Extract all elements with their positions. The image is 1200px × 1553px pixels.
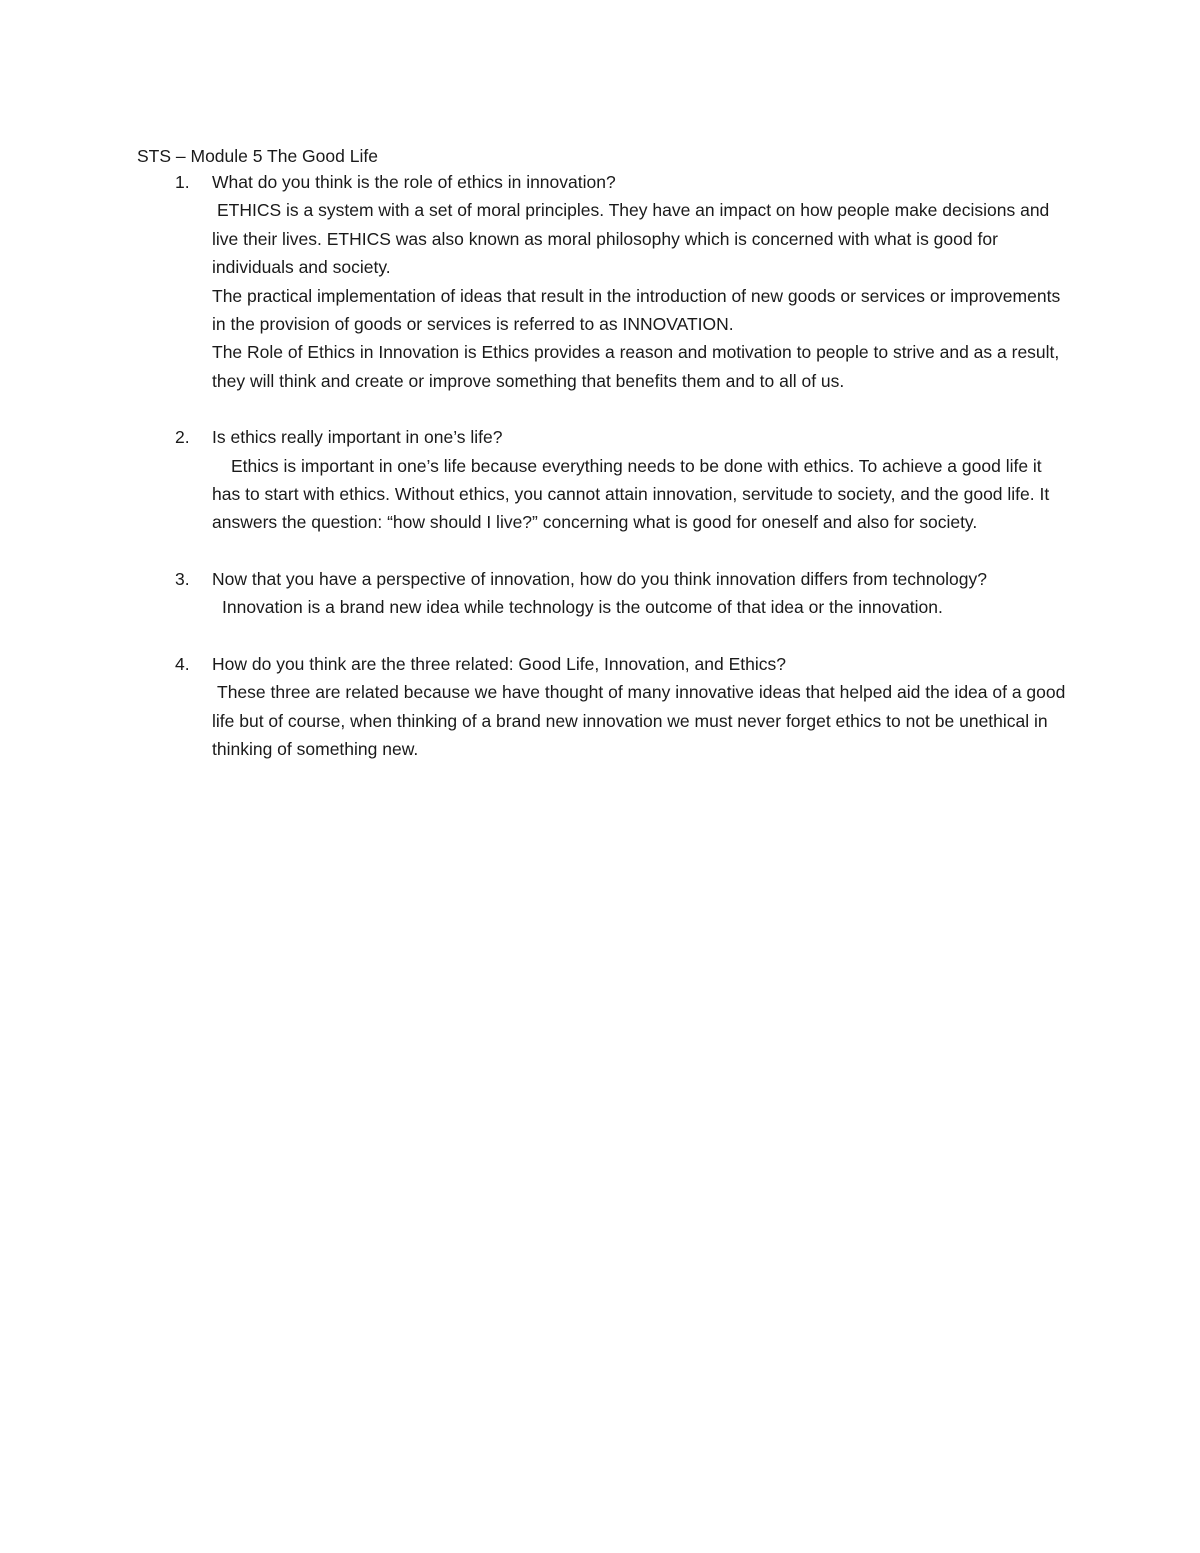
document-title: STS – Module 5 The Good Life xyxy=(137,146,378,166)
question-text: How do you think are the three related: Good Life, Innovation, and Ethics? xyxy=(212,653,786,674)
answer-paragraph: Innovation is a brand new idea while technology is the outcome of that idea or the innovation. xyxy=(222,597,943,618)
answer-paragraph: These three are related because we have thought of many innovative ideas that helped aid the idea of a good life but of course, when thinking of a brand new innovation we must never forget ethics to not be unethical in thinking of something new. xyxy=(212,682,1066,759)
question-number: 1. xyxy=(175,172,190,192)
answer-paragraph: The practical implementation of ideas that result in the introduction of new goods or services or improvements in the provision of goods or services is referred to as INNOVATION. xyxy=(212,285,1061,335)
question-item xyxy=(137,168,1067,395)
answer-paragraph: The Role of Ethics in Innovation is Ethics provides a reason and motivation to people to strive and as a result, they will think and create or improve something that benefits them and to all of us. xyxy=(212,342,1060,391)
question-item xyxy=(137,650,1067,764)
answer-paragraph: ETHICS is a system with a set of moral principles. They have an impact on how people make decisions and live their lives. ETHICS was also known as moral philosophy which is concerned with what is good for individuals and society. xyxy=(212,200,1050,278)
question-text: What do you think is the role of ethics in innovation? xyxy=(212,172,616,192)
question-text: Is ethics really important in one’s life? xyxy=(212,427,503,448)
question-item xyxy=(137,565,1067,622)
question-text: Now that you have a perspective of innovation, how do you think innovation differs from technology? xyxy=(212,568,988,589)
question-item xyxy=(137,423,1067,537)
answer-paragraph: Ethics is important in one’s life because everything needs to be done with ethics. To achieve a good life it has to start with ethics. Without ethics, you cannot attain innovation, servitude to society, and the good life. It answers the question: “how should I live?” concerning what is good for oneself and also for society. xyxy=(212,455,1050,533)
question-number: 2. xyxy=(175,427,190,448)
question-number: 4. xyxy=(175,653,190,674)
question-number: 3. xyxy=(175,568,190,589)
question-list xyxy=(137,168,1067,763)
